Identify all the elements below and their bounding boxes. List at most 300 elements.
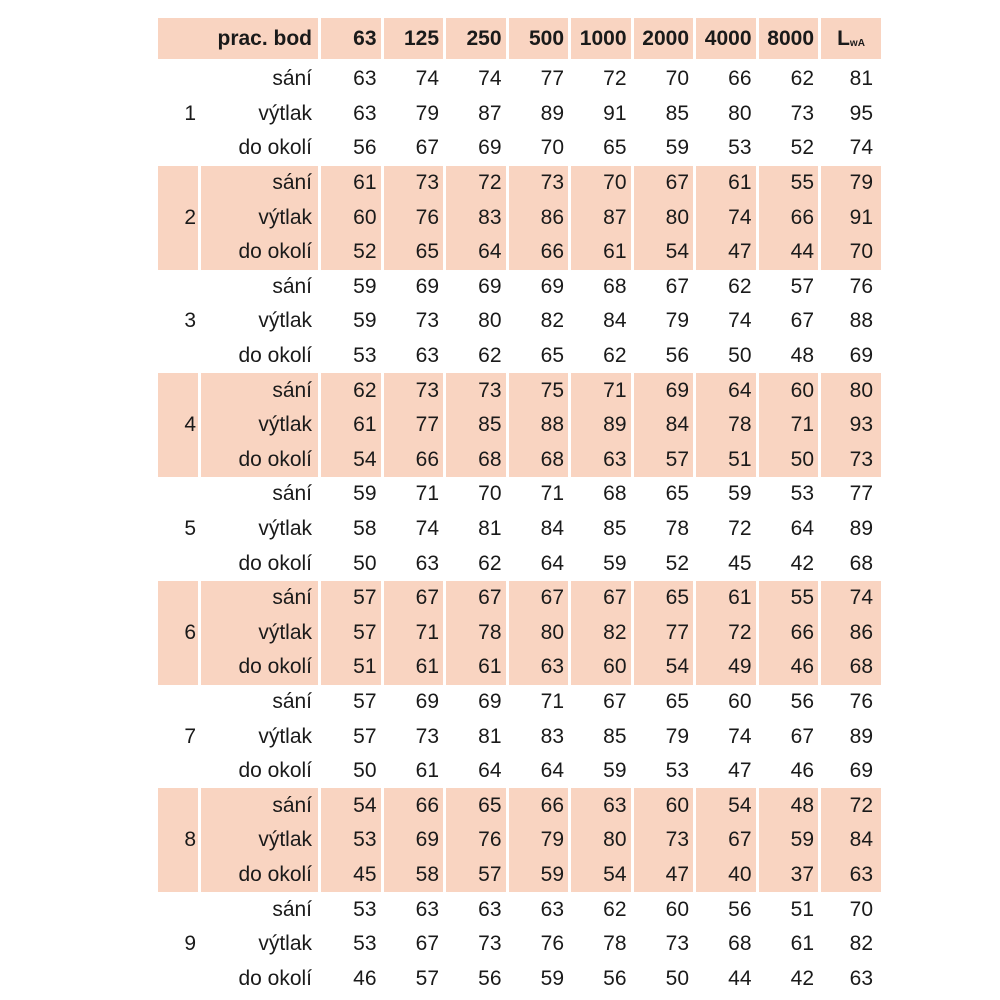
table-row <box>158 546 881 581</box>
lwa-value: 77 <box>818 477 881 512</box>
measurement-label: do okolí <box>198 961 318 996</box>
band-value: 59 <box>318 270 381 305</box>
band-value: 80 <box>443 304 506 339</box>
band-value: 51 <box>318 650 381 685</box>
band-value: 85 <box>443 408 506 443</box>
band-value: 66 <box>506 235 569 270</box>
band-value: 65 <box>443 788 506 823</box>
band-value: 67 <box>631 270 694 305</box>
band-value: 59 <box>568 546 631 581</box>
measurement-label: výtlak <box>198 927 318 962</box>
measurement-label: sání <box>198 62 318 97</box>
band-value: 78 <box>631 512 694 547</box>
table-row <box>158 927 881 962</box>
point-number <box>158 961 198 996</box>
band-value: 74 <box>693 304 756 339</box>
point-number: 6 <box>158 616 198 651</box>
band-value: 48 <box>756 788 819 823</box>
measurement-label: do okolí <box>198 650 318 685</box>
band-value: 78 <box>693 408 756 443</box>
band-value: 65 <box>631 477 694 512</box>
band-value: 57 <box>318 581 381 616</box>
header-lwa-main: L <box>837 26 850 50</box>
band-value: 88 <box>506 408 569 443</box>
point-group <box>158 788 881 892</box>
band-value: 67 <box>568 581 631 616</box>
point-number <box>158 892 198 927</box>
band-value: 73 <box>631 823 694 858</box>
band-value: 79 <box>381 97 444 132</box>
band-value: 57 <box>318 685 381 720</box>
band-value: 75 <box>506 373 569 408</box>
band-value: 66 <box>693 62 756 97</box>
band-value: 76 <box>506 927 569 962</box>
band-value: 73 <box>756 97 819 132</box>
header-freq-8000: 8000 <box>756 18 819 62</box>
band-value: 68 <box>568 270 631 305</box>
band-value: 60 <box>568 650 631 685</box>
band-value: 59 <box>318 477 381 512</box>
band-value: 80 <box>631 200 694 235</box>
band-value: 42 <box>756 546 819 581</box>
band-value: 56 <box>443 961 506 996</box>
band-value: 57 <box>318 616 381 651</box>
band-value: 61 <box>756 927 819 962</box>
band-value: 68 <box>693 927 756 962</box>
band-value: 73 <box>443 373 506 408</box>
band-value: 53 <box>318 339 381 374</box>
band-value: 67 <box>381 581 444 616</box>
band-value: 66 <box>506 788 569 823</box>
band-value: 67 <box>568 685 631 720</box>
measurement-label: do okolí <box>198 443 318 478</box>
band-value: 63 <box>506 892 569 927</box>
band-value: 62 <box>443 339 506 374</box>
lwa-value: 76 <box>818 270 881 305</box>
lwa-value: 72 <box>818 788 881 823</box>
band-value: 62 <box>693 270 756 305</box>
lwa-value: 63 <box>818 961 881 996</box>
band-value: 59 <box>506 961 569 996</box>
band-value: 70 <box>568 166 631 201</box>
band-value: 50 <box>631 961 694 996</box>
band-value: 50 <box>318 546 381 581</box>
band-value: 82 <box>506 304 569 339</box>
band-value: 53 <box>318 927 381 962</box>
band-value: 52 <box>631 546 694 581</box>
band-value: 70 <box>506 131 569 166</box>
band-value: 54 <box>631 235 694 270</box>
point-number <box>158 858 198 893</box>
band-value: 45 <box>693 546 756 581</box>
band-value: 64 <box>506 754 569 789</box>
band-value: 63 <box>443 892 506 927</box>
table-row <box>158 166 881 201</box>
lwa-value: 82 <box>818 927 881 962</box>
band-value: 84 <box>506 512 569 547</box>
lwa-value: 70 <box>818 892 881 927</box>
lwa-value: 68 <box>818 650 881 685</box>
band-value: 85 <box>568 512 631 547</box>
band-value: 60 <box>631 788 694 823</box>
band-value: 64 <box>443 235 506 270</box>
band-value: 53 <box>631 754 694 789</box>
point-group <box>158 581 881 685</box>
band-value: 71 <box>381 616 444 651</box>
band-value: 62 <box>568 892 631 927</box>
band-value: 37 <box>756 858 819 893</box>
lwa-value: 76 <box>818 685 881 720</box>
measurement-label: výtlak <box>198 823 318 858</box>
table-row <box>158 650 881 685</box>
band-value: 77 <box>381 408 444 443</box>
band-value: 82 <box>568 616 631 651</box>
lwa-value: 93 <box>818 408 881 443</box>
point-number: 5 <box>184 517 196 541</box>
header-freq-1000: 1000 <box>568 18 631 62</box>
band-value: 61 <box>381 650 444 685</box>
band-value: 55 <box>756 581 819 616</box>
band-value: 73 <box>506 166 569 201</box>
lwa-value: 88 <box>818 304 881 339</box>
measurement-label: sání <box>198 788 318 823</box>
point-group <box>158 685 881 789</box>
noise-table-sheet <box>158 18 874 996</box>
measurement-label: výtlak <box>198 304 318 339</box>
lwa-value: 86 <box>818 616 881 651</box>
point-group <box>158 62 881 166</box>
band-value: 52 <box>756 131 819 166</box>
band-value: 65 <box>568 131 631 166</box>
point-number <box>158 62 198 97</box>
measurement-label: výtlak <box>198 616 318 651</box>
header-row <box>158 18 881 62</box>
band-value: 73 <box>381 373 444 408</box>
table-row <box>158 616 881 651</box>
band-value: 79 <box>631 304 694 339</box>
header-freq-4000: 4000 <box>693 18 756 62</box>
band-value: 87 <box>568 200 631 235</box>
band-value: 79 <box>631 719 694 754</box>
measurement-label: sání <box>198 373 318 408</box>
point-group <box>158 373 881 477</box>
band-value: 56 <box>631 339 694 374</box>
point-number: 7 <box>184 724 196 748</box>
band-value: 83 <box>506 719 569 754</box>
band-value: 71 <box>381 477 444 512</box>
table-row <box>158 477 881 512</box>
band-value: 52 <box>318 235 381 270</box>
lwa-value: 69 <box>818 339 881 374</box>
header-freq-63: 63 <box>318 18 381 62</box>
table-row <box>158 304 881 339</box>
band-value: 89 <box>568 408 631 443</box>
band-value: 46 <box>318 961 381 996</box>
point-group <box>158 270 881 374</box>
table-row <box>158 131 881 166</box>
band-value: 64 <box>506 546 569 581</box>
measurement-label: sání <box>198 166 318 201</box>
band-value: 76 <box>443 823 506 858</box>
point-number: 2 <box>158 200 198 235</box>
band-value: 40 <box>693 858 756 893</box>
band-value: 67 <box>381 927 444 962</box>
band-value: 54 <box>318 443 381 478</box>
band-value: 62 <box>443 546 506 581</box>
band-value: 66 <box>381 443 444 478</box>
table-row <box>158 97 881 132</box>
table-row <box>158 823 881 858</box>
point-number: 3 <box>184 309 196 333</box>
band-value: 74 <box>693 200 756 235</box>
band-value: 69 <box>443 685 506 720</box>
table-row <box>158 443 881 478</box>
band-value: 61 <box>693 581 756 616</box>
band-value: 54 <box>631 650 694 685</box>
lwa-value: 79 <box>818 166 881 201</box>
lwa-value: 84 <box>818 823 881 858</box>
band-value: 58 <box>381 858 444 893</box>
band-value: 57 <box>318 719 381 754</box>
band-value: 86 <box>506 200 569 235</box>
measurement-label: výtlak <box>198 97 318 132</box>
band-value: 61 <box>693 166 756 201</box>
band-value: 69 <box>443 270 506 305</box>
band-value: 62 <box>318 373 381 408</box>
band-value: 54 <box>568 858 631 893</box>
band-value: 54 <box>318 788 381 823</box>
sound-power-table <box>158 18 881 996</box>
table-row <box>158 788 881 823</box>
band-value: 65 <box>631 581 694 616</box>
band-value: 59 <box>568 754 631 789</box>
point-number <box>158 131 198 166</box>
measurement-label: sání <box>198 270 318 305</box>
measurement-label: sání <box>198 892 318 927</box>
measurement-label: do okolí <box>198 858 318 893</box>
table-header <box>158 18 881 62</box>
measurement-label: sání <box>198 477 318 512</box>
point-number <box>158 373 198 408</box>
band-value: 56 <box>756 685 819 720</box>
point-number <box>158 546 198 581</box>
measurement-label: výtlak <box>198 200 318 235</box>
band-value: 91 <box>568 97 631 132</box>
band-value: 50 <box>693 339 756 374</box>
band-value: 69 <box>381 270 444 305</box>
band-value: 66 <box>756 616 819 651</box>
header-point-label: prac. bod <box>158 18 318 62</box>
band-value: 77 <box>631 616 694 651</box>
band-value: 67 <box>756 304 819 339</box>
band-value: 59 <box>318 304 381 339</box>
table-row <box>158 62 881 97</box>
band-value: 67 <box>631 166 694 201</box>
lwa-value: 73 <box>818 443 881 478</box>
lwa-value: 81 <box>818 62 881 97</box>
band-value: 83 <box>443 200 506 235</box>
band-value: 67 <box>381 131 444 166</box>
band-value: 63 <box>506 650 569 685</box>
band-value: 44 <box>756 235 819 270</box>
table-row <box>158 685 881 720</box>
band-value: 71 <box>506 477 569 512</box>
band-value: 46 <box>756 650 819 685</box>
lwa-value: 70 <box>818 235 881 270</box>
point-group <box>158 892 881 996</box>
band-value: 42 <box>756 961 819 996</box>
lwa-value: 69 <box>818 754 881 789</box>
point-number <box>158 788 198 823</box>
band-value: 72 <box>693 616 756 651</box>
band-value: 60 <box>631 892 694 927</box>
band-value: 67 <box>506 581 569 616</box>
measurement-label: sání <box>198 581 318 616</box>
band-value: 72 <box>693 512 756 547</box>
point-number: 8 <box>158 823 198 858</box>
band-value: 66 <box>756 200 819 235</box>
point-number <box>158 650 198 685</box>
measurement-label: sání <box>198 685 318 720</box>
band-value: 71 <box>506 685 569 720</box>
band-value: 77 <box>506 62 569 97</box>
band-value: 47 <box>631 858 694 893</box>
band-value: 51 <box>756 892 819 927</box>
band-value: 57 <box>631 443 694 478</box>
band-value: 87 <box>443 97 506 132</box>
band-value: 60 <box>318 200 381 235</box>
table-row <box>158 373 881 408</box>
lwa-value: 95 <box>818 97 881 132</box>
band-value: 45 <box>318 858 381 893</box>
band-value: 63 <box>381 339 444 374</box>
band-value: 73 <box>381 304 444 339</box>
lwa-value: 63 <box>818 858 881 893</box>
band-value: 78 <box>443 616 506 651</box>
table-row <box>158 408 881 443</box>
measurement-label: výtlak <box>198 719 318 754</box>
measurement-label: do okolí <box>198 546 318 581</box>
band-value: 80 <box>506 616 569 651</box>
band-value: 85 <box>568 719 631 754</box>
band-value: 68 <box>568 477 631 512</box>
band-value: 73 <box>443 927 506 962</box>
band-value: 61 <box>443 650 506 685</box>
point-group <box>158 166 881 270</box>
point-number <box>158 339 198 374</box>
band-value: 69 <box>631 373 694 408</box>
band-value: 50 <box>756 443 819 478</box>
band-value: 63 <box>568 788 631 823</box>
band-value: 71 <box>756 408 819 443</box>
band-value: 74 <box>443 62 506 97</box>
band-value: 48 <box>756 339 819 374</box>
band-value: 63 <box>318 62 381 97</box>
table-row <box>158 892 881 927</box>
point-number <box>158 581 198 616</box>
band-value: 66 <box>381 788 444 823</box>
band-value: 60 <box>693 685 756 720</box>
point-number: 1 <box>184 101 196 125</box>
header-freq-500: 500 <box>506 18 569 62</box>
table-row <box>158 858 881 893</box>
band-value: 57 <box>756 270 819 305</box>
lwa-value: 80 <box>818 373 881 408</box>
band-value: 59 <box>693 477 756 512</box>
band-value: 80 <box>693 97 756 132</box>
band-value: 56 <box>568 961 631 996</box>
band-value: 69 <box>443 131 506 166</box>
band-value: 74 <box>693 719 756 754</box>
band-value: 63 <box>381 892 444 927</box>
lwa-value: 89 <box>818 512 881 547</box>
point-number <box>158 235 198 270</box>
band-value: 68 <box>443 443 506 478</box>
band-value: 64 <box>693 373 756 408</box>
band-value: 67 <box>756 719 819 754</box>
band-value: 73 <box>381 166 444 201</box>
measurement-label: do okolí <box>198 235 318 270</box>
band-value: 79 <box>506 823 569 858</box>
band-value: 74 <box>381 62 444 97</box>
band-value: 67 <box>693 823 756 858</box>
band-value: 89 <box>506 97 569 132</box>
measurement-label: do okolí <box>198 754 318 789</box>
point-number <box>158 270 198 305</box>
band-value: 69 <box>381 685 444 720</box>
band-value: 65 <box>506 339 569 374</box>
band-value: 81 <box>443 512 506 547</box>
band-value: 63 <box>318 97 381 132</box>
band-value: 70 <box>443 477 506 512</box>
header-lwa-sub: wA <box>849 37 865 49</box>
point-number <box>158 443 198 478</box>
band-value: 68 <box>506 443 569 478</box>
measurement-label: do okolí <box>198 339 318 374</box>
band-value: 63 <box>568 443 631 478</box>
band-value: 72 <box>443 166 506 201</box>
band-value: 69 <box>506 270 569 305</box>
header-freq-2000: 2000 <box>631 18 694 62</box>
table-row <box>158 581 881 616</box>
band-value: 85 <box>631 97 694 132</box>
table-row <box>158 339 881 374</box>
lwa-value: 89 <box>818 719 881 754</box>
header-lwa <box>818 18 881 62</box>
band-value: 46 <box>756 754 819 789</box>
band-value: 59 <box>756 823 819 858</box>
band-value: 81 <box>443 719 506 754</box>
band-value: 74 <box>381 512 444 547</box>
band-value: 57 <box>381 961 444 996</box>
band-value: 62 <box>568 339 631 374</box>
band-value: 55 <box>756 166 819 201</box>
band-value: 61 <box>318 408 381 443</box>
band-value: 64 <box>443 754 506 789</box>
band-value: 67 <box>443 581 506 616</box>
table-row <box>158 961 881 996</box>
measurement-label: výtlak <box>198 512 318 547</box>
point-number <box>158 477 198 512</box>
band-value: 84 <box>568 304 631 339</box>
band-value: 47 <box>693 754 756 789</box>
table-row <box>158 512 881 547</box>
lwa-value: 68 <box>818 546 881 581</box>
header-freq-250: 250 <box>443 18 506 62</box>
band-value: 53 <box>318 823 381 858</box>
band-value: 65 <box>631 685 694 720</box>
band-value: 70 <box>631 62 694 97</box>
